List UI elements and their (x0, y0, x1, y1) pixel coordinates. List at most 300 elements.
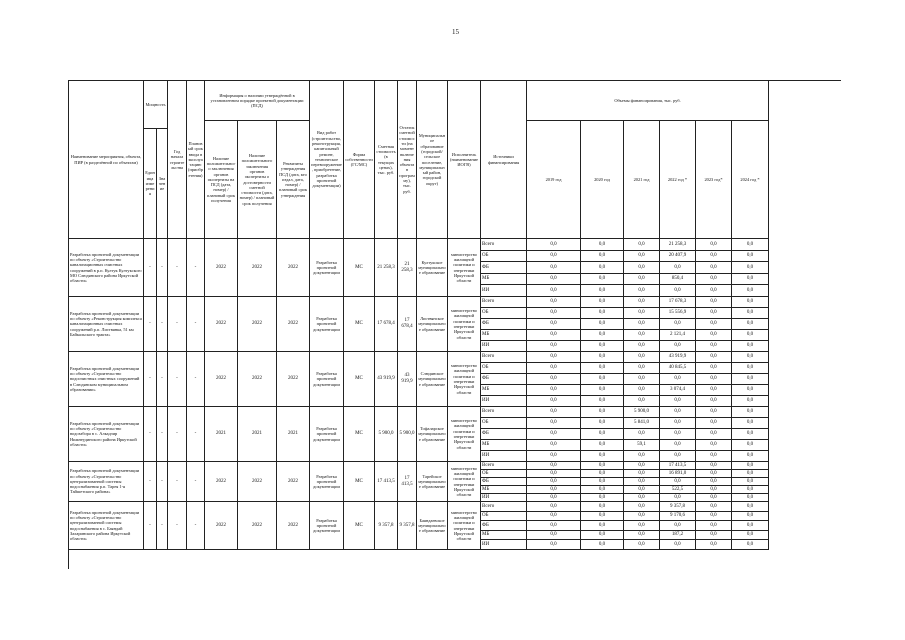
fin-value: 0,0 (696, 502, 732, 512)
fin-value: 0,0 (732, 330, 769, 341)
row-ownership: МС (344, 407, 375, 462)
fin-value: 0,0 (581, 494, 624, 502)
row-municipality: Тофаларское муниципальное образование (417, 407, 448, 462)
row-name: Разработка проектной документации по объекту «Строительство централизованной системы водоснабжения р.п. Тарея 1-я Тайшетского района» (69, 462, 144, 502)
fin-value: 0,0 (660, 521, 696, 531)
fin-value: 0,0 (527, 341, 581, 352)
fin-value: 0,0 (696, 531, 732, 540)
row-year-commission: - (187, 407, 205, 462)
row-approval: 2022 (277, 462, 310, 502)
row-unit: - (144, 297, 157, 352)
row-value: - (157, 352, 168, 407)
row-municipality: Баяндаевское муниципальное образование (417, 502, 448, 550)
header-capacity-unit: Единица измерения (144, 129, 157, 239)
fin-value: 0,0 (696, 521, 732, 531)
row-source-МБ: МБ (481, 440, 527, 451)
fin-value: 59,1 (624, 440, 660, 451)
header-psd-reliability: Наличие положительного заключения органов экспертизы о достоверности сметной стоимости (дата, номер) / плановый срок получения (238, 121, 277, 239)
fin-value: 0,0 (624, 512, 660, 521)
row-executor: министерство жилищной политики и энергетики Иркутской области (448, 502, 481, 550)
row-year-start: - (168, 352, 187, 407)
fin-value: 0,0 (581, 374, 624, 385)
fin-value: 0,0 (581, 502, 624, 512)
fin-value: 21 258,3 (660, 239, 696, 251)
fin-value: 0,0 (660, 540, 696, 550)
fin-value: 43 919,9 (660, 352, 696, 363)
row-executor: министерство жилищной политики и энергетики Иркутской области (448, 352, 481, 407)
fin-value: 0,0 (581, 486, 624, 494)
fin-value: 0,0 (696, 512, 732, 521)
header-year-4: 2023 год* (696, 121, 732, 239)
fin-value: 0,0 (696, 385, 732, 396)
fin-value: 0,0 (696, 239, 732, 251)
fin-value: 0,0 (581, 239, 624, 251)
fin-value: 0,0 (660, 285, 696, 297)
fin-value: 0,0 (732, 540, 769, 550)
fin-value: 0,0 (624, 521, 660, 531)
row-source-ОБ: ОБ (481, 512, 527, 521)
row-expertise: 2022 (205, 352, 238, 407)
row-year-start: - (168, 407, 187, 462)
fin-value: 0,0 (527, 470, 581, 478)
fin-value: 9 170,6 (660, 512, 696, 521)
row-value: - (157, 462, 168, 502)
fin-value: 0,0 (624, 274, 660, 285)
row-year-commission: - (187, 502, 205, 550)
fin-value: 0,0 (696, 478, 732, 486)
row-remaining: 17 678,4 (398, 297, 417, 352)
fin-value: 0,0 (696, 330, 732, 341)
row-work-type: Разработка проектной документации (310, 502, 344, 550)
row-expertise: 2022 (205, 462, 238, 502)
row-source-ИИ: ИИ (481, 396, 527, 407)
row-cost: 17 413,5 (375, 462, 398, 502)
fin-value: 0,0 (732, 285, 769, 297)
fin-value: 0,0 (732, 341, 769, 352)
row-value: - (157, 502, 168, 550)
fin-value: 0,0 (581, 341, 624, 352)
fin-value: 0,0 (527, 478, 581, 486)
fin-value: 0,0 (660, 418, 696, 429)
fin-value: 0,0 (581, 451, 624, 462)
row-ownership: МС (344, 502, 375, 550)
fin-value: 0,0 (527, 297, 581, 308)
fin-value: 0,0 (624, 319, 660, 330)
fin-value: 0,0 (696, 486, 732, 494)
fin-value: 0,0 (660, 451, 696, 462)
fin-value: 850,4 (660, 274, 696, 285)
row-municipality: Листвянское муниципальное образование (417, 297, 448, 352)
fin-value: 0,0 (624, 429, 660, 440)
row-source-ИИ: ИИ (481, 341, 527, 352)
fin-value: 0,0 (624, 374, 660, 385)
fin-value: 0,0 (660, 374, 696, 385)
row-year-start: - (168, 297, 187, 352)
row-approval: 2022 (277, 297, 310, 352)
fin-value: 0,0 (696, 440, 732, 451)
fin-value: 0,0 (696, 251, 732, 262)
fin-value: 0,0 (527, 486, 581, 494)
row-name: Разработка проектной документации по объекту «Строительство водоочистных очистных сооружений в Слюдянском муниципальном образовании» (69, 352, 144, 407)
fin-value: 0,0 (581, 262, 624, 274)
row-executor: министерство жилищной политики и энергетики Иркутской области (448, 462, 481, 502)
fin-value: 0,0 (732, 407, 769, 418)
fin-value: 0,0 (581, 462, 624, 470)
header-year-start: Год начала строительства (168, 81, 187, 239)
fin-value: 0,0 (624, 486, 660, 494)
fin-value: 40 845,5 (660, 363, 696, 374)
row-expertise: 2022 (205, 239, 238, 297)
header-year-3: 2022 год * (660, 121, 696, 239)
fin-value: 0,0 (696, 470, 732, 478)
row-expertise: 2022 (205, 502, 238, 550)
row-value: - (157, 239, 168, 297)
fin-value: 0,0 (527, 308, 581, 319)
fin-value: 0,0 (696, 319, 732, 330)
fin-value: 0,0 (527, 274, 581, 285)
fin-value: 0,0 (527, 396, 581, 407)
fin-value: 0,0 (527, 540, 581, 550)
row-expertise: 2021 (205, 407, 238, 462)
row-source-Всего: Всего (481, 352, 527, 363)
row-ownership: МС (344, 352, 375, 407)
fin-value: 0,0 (696, 363, 732, 374)
fin-value: 0,0 (624, 308, 660, 319)
fin-value: 0,0 (624, 478, 660, 486)
fin-value: 0,0 (527, 239, 581, 251)
row-source-Всего: Всего (481, 239, 527, 251)
row-source-ФБ: ФБ (481, 521, 527, 531)
fin-value: 0,0 (527, 352, 581, 363)
row-source-Всего: Всего (481, 407, 527, 418)
fin-value: 0,0 (624, 531, 660, 540)
row-municipality: Тарейское муниципальное образование (417, 462, 448, 502)
header-work-type: Вид работ (строительство, реконструкция, капитальный ремонт, техническое перевооружение, приобретение, разработка проектной документации) (310, 81, 344, 239)
fin-value: 0,0 (624, 330, 660, 341)
row-approval: 2022 (277, 239, 310, 297)
fin-value: 0,0 (581, 385, 624, 396)
fin-value: 0,0 (527, 440, 581, 451)
fin-value: 0,0 (624, 502, 660, 512)
fin-value: 0,0 (527, 521, 581, 531)
row-remaining: 21 258,3 (398, 239, 417, 297)
fin-value: 0,0 (696, 262, 732, 274)
fin-value: 0,0 (624, 262, 660, 274)
fin-value: 0,0 (527, 418, 581, 429)
row-unit: - (144, 352, 157, 407)
fin-value: 0,0 (660, 319, 696, 330)
fin-value: 0,0 (732, 486, 769, 494)
row-unit: - (144, 502, 157, 550)
header-ownership: Форма собственности (ГС/МС) (344, 81, 375, 239)
fin-value: 0,0 (527, 512, 581, 521)
fin-value: 0,0 (581, 330, 624, 341)
fin-value: 0,0 (581, 429, 624, 440)
row-year-start: - (168, 502, 187, 550)
row-ownership: МС (344, 239, 375, 297)
fin-value: 0,0 (696, 274, 732, 285)
row-source-МБ: МБ (481, 274, 527, 285)
fin-value: 0,0 (624, 462, 660, 470)
row-municipality: Култукское муниципальное образование (417, 239, 448, 297)
row-executor: министерство жилищной политики и энергетики Иркутской области (448, 297, 481, 352)
row-cost: 17 678,4 (375, 297, 398, 352)
fin-value: 0,0 (581, 407, 624, 418)
row-source-ИИ: ИИ (481, 540, 527, 550)
row-name: Разработка проектной документации по объекту «Строительство канализационных очистных сооружений в р.п. Култук Култукского МО Слюдянского района Иркутской области» (69, 239, 144, 297)
row-source-Всего: Всего (481, 297, 527, 308)
fin-value: 0,0 (732, 363, 769, 374)
fin-value: 0,0 (581, 470, 624, 478)
header-remaining: Остаток сметной стоимости (на момент включения объекта в программу), тыс. руб. (398, 81, 417, 239)
row-year-commission: - (187, 297, 205, 352)
fin-value: 0,0 (581, 274, 624, 285)
fin-value: 0,0 (732, 462, 769, 470)
row-reliability: 2022 (238, 502, 277, 550)
fin-value: 0,0 (527, 385, 581, 396)
header-fin-source: Источники финансирования (481, 81, 527, 239)
fin-value: 0,0 (624, 341, 660, 352)
fin-value: 0,0 (696, 462, 732, 470)
fin-value: 0,0 (527, 494, 581, 502)
fin-value: 0,0 (732, 502, 769, 512)
row-unit: - (144, 407, 157, 462)
fin-value: 0,0 (696, 494, 732, 502)
row-source-МБ: МБ (481, 531, 527, 540)
fin-value: 522,5 (660, 486, 696, 494)
fin-value: 0,0 (732, 297, 769, 308)
row-year-start: - (168, 462, 187, 502)
row-year-commission: - (187, 352, 205, 407)
fin-value: 0,0 (581, 363, 624, 374)
fin-value: 0,0 (732, 470, 769, 478)
header-psd-expertise: Наличие положительного заключения органов экспертизы на ПСД (дата, номер) / плановый срок получения (205, 121, 238, 239)
fin-value: 0,0 (581, 440, 624, 451)
fin-value: 0,0 (527, 462, 581, 470)
header-year-5: 2024 год * (732, 121, 769, 239)
fin-value: 2 121,4 (660, 330, 696, 341)
row-source-МБ: МБ (481, 330, 527, 341)
fin-value: 0,0 (581, 418, 624, 429)
fin-value: 0,0 (624, 396, 660, 407)
fin-value: 0,0 (527, 319, 581, 330)
row-municipality: Слюдянское муниципальное образование (417, 352, 448, 407)
header-cost: Сметная стоимость (в текущих ценах), тыс. руб. (375, 81, 398, 239)
row-work-type: Разработка проектной документации (310, 407, 344, 462)
header-year-commission: Плановый срок ввода в эксплуатацию (приобретения) (187, 81, 205, 239)
row-approval: 2022 (277, 352, 310, 407)
fin-value: 0,0 (624, 451, 660, 462)
fin-value: 0,0 (581, 319, 624, 330)
row-reliability: 2022 (238, 297, 277, 352)
fin-value: 0,0 (732, 319, 769, 330)
row-remaining: 5 900,0 (398, 407, 417, 462)
row-name: Разработка проектной документации по объекту «Реконструкция комплекса канализационных очистных сооружений р.п. Листвянка, 51 км Байкальского тракта» (69, 297, 144, 352)
header-municipality: Муниципальное образование (городской/сельское поселение, муниципальный район, городской округ) (417, 81, 448, 239)
header-year-0: 2019 год (527, 121, 581, 239)
fin-value: 0,0 (732, 429, 769, 440)
row-work-type: Разработка проектной документации (310, 352, 344, 407)
row-cost: 43 919,9 (375, 352, 398, 407)
header-funding: Объемы финансирования, тыс. руб. (527, 81, 769, 121)
fin-value: 0,0 (581, 521, 624, 531)
fin-value: 0,0 (624, 285, 660, 297)
fin-value: 0,0 (624, 239, 660, 251)
row-name: Разработка проектной документации по объекту «Строительство централизованной системы водоснабжения в с. Баяндай Заларинского района Иркутской области» (69, 502, 144, 550)
row-source-ФБ: ФБ (481, 319, 527, 330)
fin-value: 0,0 (696, 451, 732, 462)
fin-value: 0,0 (660, 494, 696, 502)
fin-value: 0,0 (732, 374, 769, 385)
fin-value: 0,0 (660, 262, 696, 274)
row-value: - (157, 297, 168, 352)
fin-value: 0,0 (732, 352, 769, 363)
fin-value: 0,0 (696, 285, 732, 297)
fin-value: 0,0 (581, 512, 624, 521)
row-work-type: Разработка проектной документации (310, 462, 344, 502)
fin-value: 0,0 (581, 531, 624, 540)
row-reliability: 2022 (238, 239, 277, 297)
row-approval: 2022 (277, 502, 310, 550)
header-executor: Исполнитель (наименование ИОГВ) (448, 81, 481, 239)
fin-value: 0,0 (732, 531, 769, 540)
fin-value: 0,0 (696, 374, 732, 385)
fin-value: 0,0 (732, 239, 769, 251)
fin-value: 0,0 (581, 478, 624, 486)
row-source-ФБ: ФБ (481, 374, 527, 385)
row-source-Всего: Всего (481, 462, 527, 470)
fin-value: 0,0 (581, 352, 624, 363)
row-source-Всего: Всего (481, 502, 527, 512)
row-source-МБ: МБ (481, 486, 527, 494)
row-remaining: 43 919,9 (398, 352, 417, 407)
fin-value: 0,0 (581, 251, 624, 262)
funding-table (68, 80, 841, 569)
row-unit: - (144, 239, 157, 297)
fin-value: 16 891,0 (660, 470, 696, 478)
row-approval: 2021 (277, 407, 310, 462)
fin-value: 0,0 (732, 521, 769, 531)
fin-value: 0,0 (527, 531, 581, 540)
fin-value: 0,0 (624, 385, 660, 396)
fin-value: 0,0 (696, 407, 732, 418)
row-unit: - (144, 462, 157, 502)
fin-value: 5 900,0 (624, 407, 660, 418)
header-capacity: Мощность (144, 81, 168, 129)
row-reliability: 2021 (238, 407, 277, 462)
fin-value: 0,0 (527, 285, 581, 297)
fin-value: 0,0 (624, 494, 660, 502)
fin-value: 187,2 (660, 531, 696, 540)
fin-value: 0,0 (624, 470, 660, 478)
row-cost: 21 258,3 (375, 239, 398, 297)
row-source-ИИ: ИИ (481, 451, 527, 462)
row-work-type: Разработка проектной документации (310, 297, 344, 352)
fin-value: 0,0 (696, 396, 732, 407)
header-capacity-value: Значение (157, 129, 168, 239)
row-ownership: МС (344, 297, 375, 352)
fin-value: 0,0 (732, 251, 769, 262)
fin-value: 0,0 (527, 429, 581, 440)
fin-value: 0,0 (527, 262, 581, 274)
fin-value: 17 678,3 (660, 297, 696, 308)
fin-value: 0,0 (581, 285, 624, 297)
fin-value: 15 556,9 (660, 308, 696, 319)
fin-value: 0,0 (696, 352, 732, 363)
fin-value: 0,0 (581, 540, 624, 550)
row-source-ФБ: ФБ (481, 478, 527, 486)
page-number: 15 (452, 28, 459, 36)
fin-value: 0,0 (732, 274, 769, 285)
row-reliability: 2022 (238, 462, 277, 502)
fin-value: 0,0 (581, 297, 624, 308)
fin-value: 0,0 (527, 502, 581, 512)
row-executor: министерство жилищной политики и энергетики Иркутской области (448, 407, 481, 462)
row-source-ФБ: ФБ (481, 262, 527, 274)
fin-value: 0,0 (660, 396, 696, 407)
fin-value: 20 407,9 (660, 251, 696, 262)
fin-value: 0,0 (732, 440, 769, 451)
row-name: Разработка проектной документации по объекту «Строительство водозабора в с. Алкадзир Нижнеудинского района Иркутской области» (69, 407, 144, 462)
fin-value: 0,0 (696, 429, 732, 440)
row-expertise: 2022 (205, 297, 238, 352)
header-name: Наименование мероприятия, объекта, ПИР (в разделённой по объектам) (69, 81, 144, 239)
fin-value: 0,0 (527, 374, 581, 385)
fin-value: 0,0 (527, 363, 581, 374)
row-ownership: МС (344, 462, 375, 502)
row-source-ФБ: ФБ (481, 429, 527, 440)
fin-value: 0,0 (624, 540, 660, 550)
header-psd-info: Информация о наличии утверждённой в установленном порядке проектной документации (ПСД) (205, 81, 310, 121)
row-source-ОБ: ОБ (481, 418, 527, 429)
fin-value: 0,0 (696, 297, 732, 308)
header-psd-approval: Реквизиты утверждения ПСД (дата, кто издал, дата, номер) / плановый срок утверждения (277, 121, 310, 239)
row-year-commission: - (187, 239, 205, 297)
fin-value: 0,0 (581, 396, 624, 407)
fin-value: 0,0 (732, 478, 769, 486)
fin-value: 0,0 (732, 385, 769, 396)
fin-value: 0,0 (624, 363, 660, 374)
fin-value: 0,0 (624, 352, 660, 363)
row-value: - (157, 407, 168, 462)
fin-value: 0,0 (732, 512, 769, 521)
row-work-type: Разработка проектной документации (310, 239, 344, 297)
fin-value: 0,0 (527, 407, 581, 418)
fin-value: 0,0 (581, 308, 624, 319)
fin-value: 5 841,0 (624, 418, 660, 429)
row-cost: 5 900,0 (375, 407, 398, 462)
row-remaining: 17 413,5 (398, 462, 417, 502)
fin-value: 0,0 (732, 451, 769, 462)
row-source-ИИ: ИИ (481, 285, 527, 297)
fin-value: 0,0 (527, 251, 581, 262)
fin-value: 0,0 (732, 418, 769, 429)
fin-value: 0,0 (660, 440, 696, 451)
fin-value: 17 413,5 (660, 462, 696, 470)
header-year-1: 2020 год (581, 121, 624, 239)
row-cost: 9 357,8 (375, 502, 398, 550)
fin-value: 0,0 (527, 451, 581, 462)
row-source-МБ: МБ (481, 385, 527, 396)
fin-value: 0,0 (660, 478, 696, 486)
row-source-ИИ: ИИ (481, 494, 527, 502)
row-year-commission: - (187, 462, 205, 502)
row-source-ОБ: ОБ (481, 308, 527, 319)
row-year-start: - (168, 239, 187, 297)
row-executor: министерство жилищной политики и энергетики Иркутской области (448, 239, 481, 297)
fin-value: 0,0 (732, 262, 769, 274)
fin-value: 0,0 (696, 540, 732, 550)
